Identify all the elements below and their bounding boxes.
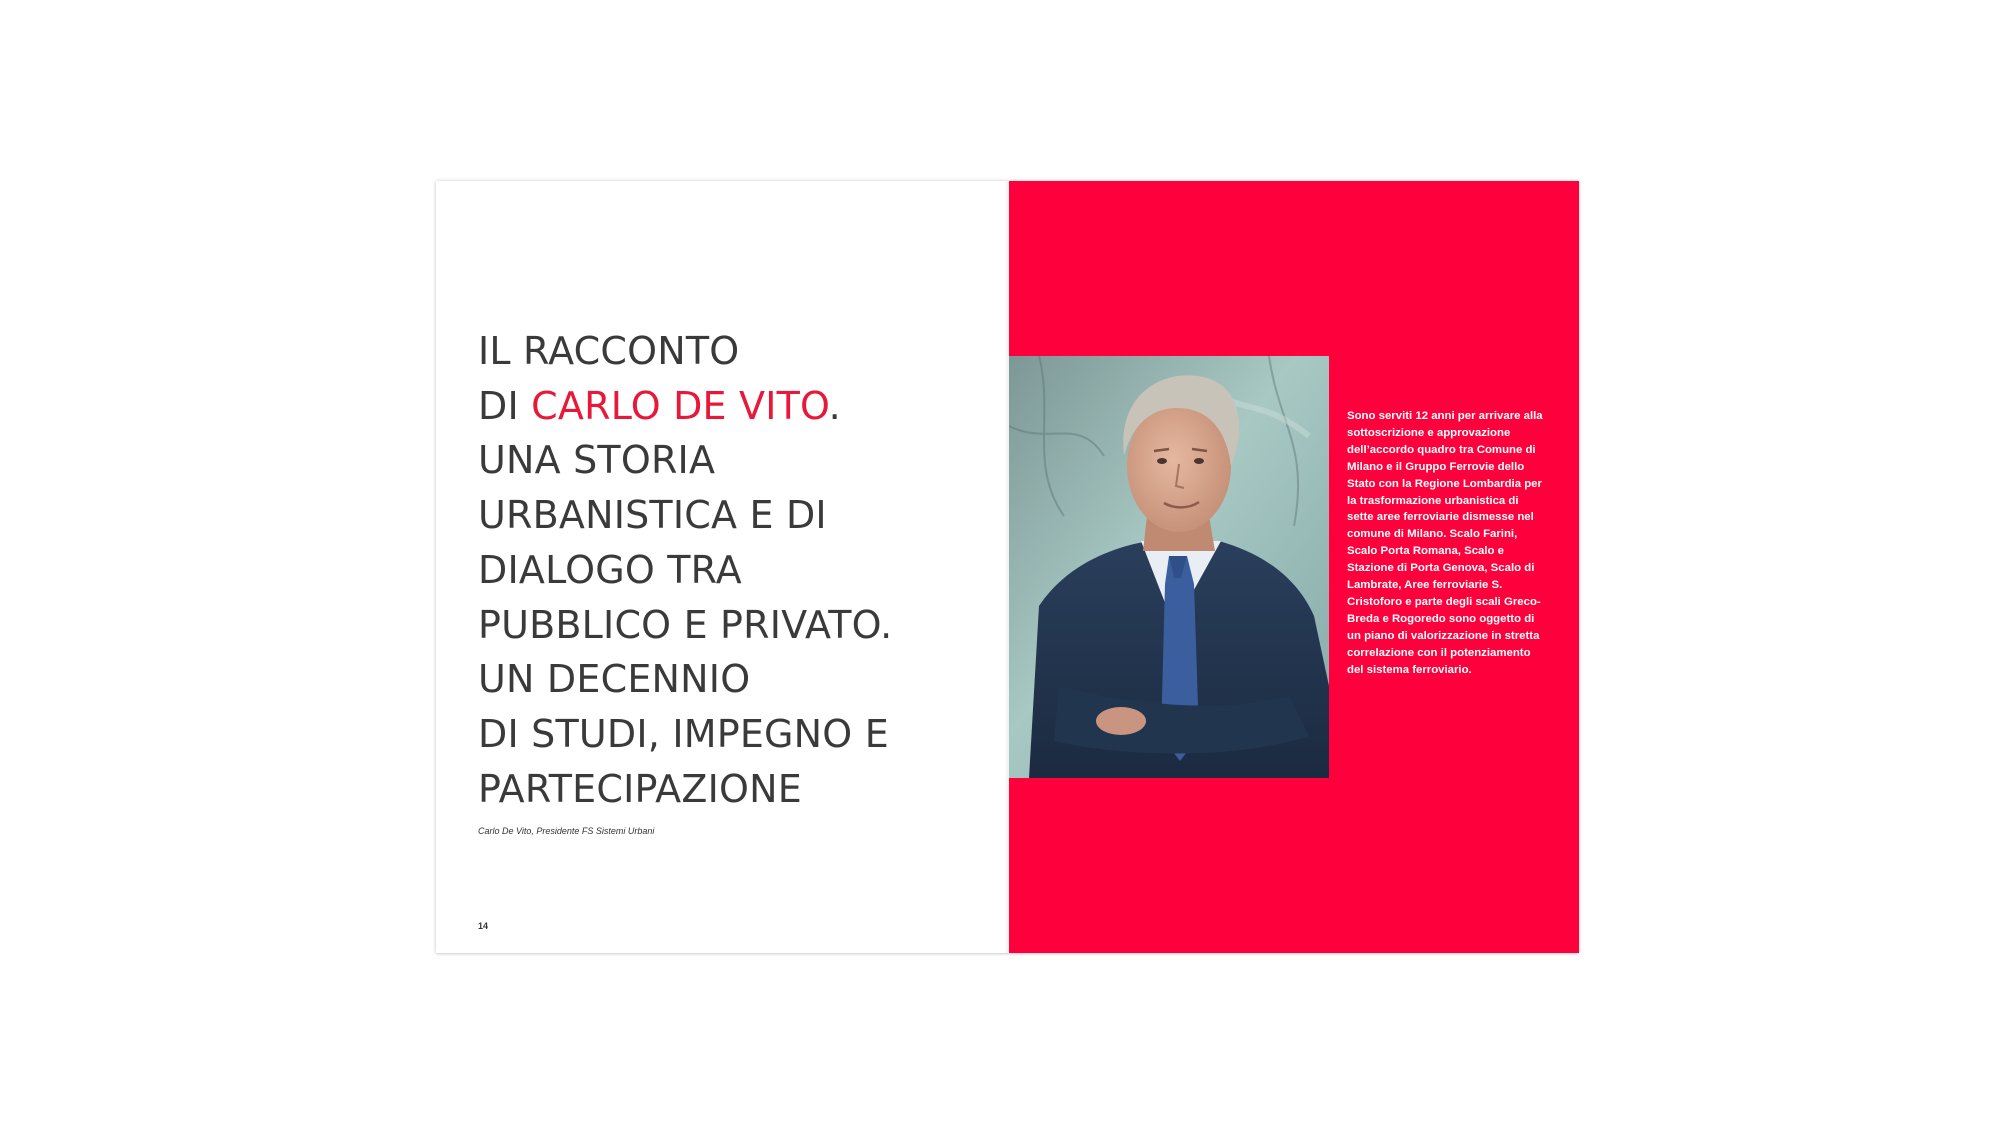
headline (478, 324, 892, 816)
headline-line-2-prefix: DI (478, 383, 532, 428)
page-number: 14 (478, 921, 489, 931)
headline-line-2-suffix: . (828, 383, 841, 428)
intro-paragraph: Sono serviti 12 anni per arrivare alla sottoscrizione e approvazione dell’accordo quadro tra Comune di Milano e il Gruppo Ferrovie dello Stato con la Regione Lombardia per la trasformazione urbanistica di sette aree ferroviarie dismesse nel comune di Milano. Scalo Farini, Scalo Porta Romana, Scalo e Stazione di Porta Genova, Scalo di Lambrate, Aree ferroviarie S. Cristoforo e parte degli scali Greco-Breda e Rogoredo sono oggetto di un piano di valorizzazione in stretta correlazione con il potenziamento del sistema ferroviario. (1347, 410, 1543, 676)
brochure-spread (436, 181, 1579, 953)
headline-line-2 (478, 379, 892, 434)
headline-line-5: DIALOGO TRA (478, 547, 742, 592)
headline-line-1: IL RACCONTO (478, 329, 740, 373)
left-page (436, 181, 1009, 953)
headline-line-3: UNA STORIA (478, 438, 716, 483)
headline-line-6: PUBBLICO E PRIVATO. (478, 602, 893, 647)
photo-caption: Carlo De Vito, Presidente FS Sistemi Urbani (478, 826, 655, 836)
portrait-photo (1009, 356, 1329, 778)
headline-line-9: PARTECIPAZIONE (478, 766, 802, 811)
headline-name-highlight: CARLO DE VITO (531, 383, 829, 428)
right-page (1009, 181, 1579, 953)
headline-line-7: UN DECENNIO (478, 657, 751, 702)
portrait-illustration (1009, 356, 1329, 778)
headline-line-4: URBANISTICA E DI (478, 493, 827, 538)
headline-line-8: DI STUDI, IMPEGNO E (478, 711, 889, 756)
